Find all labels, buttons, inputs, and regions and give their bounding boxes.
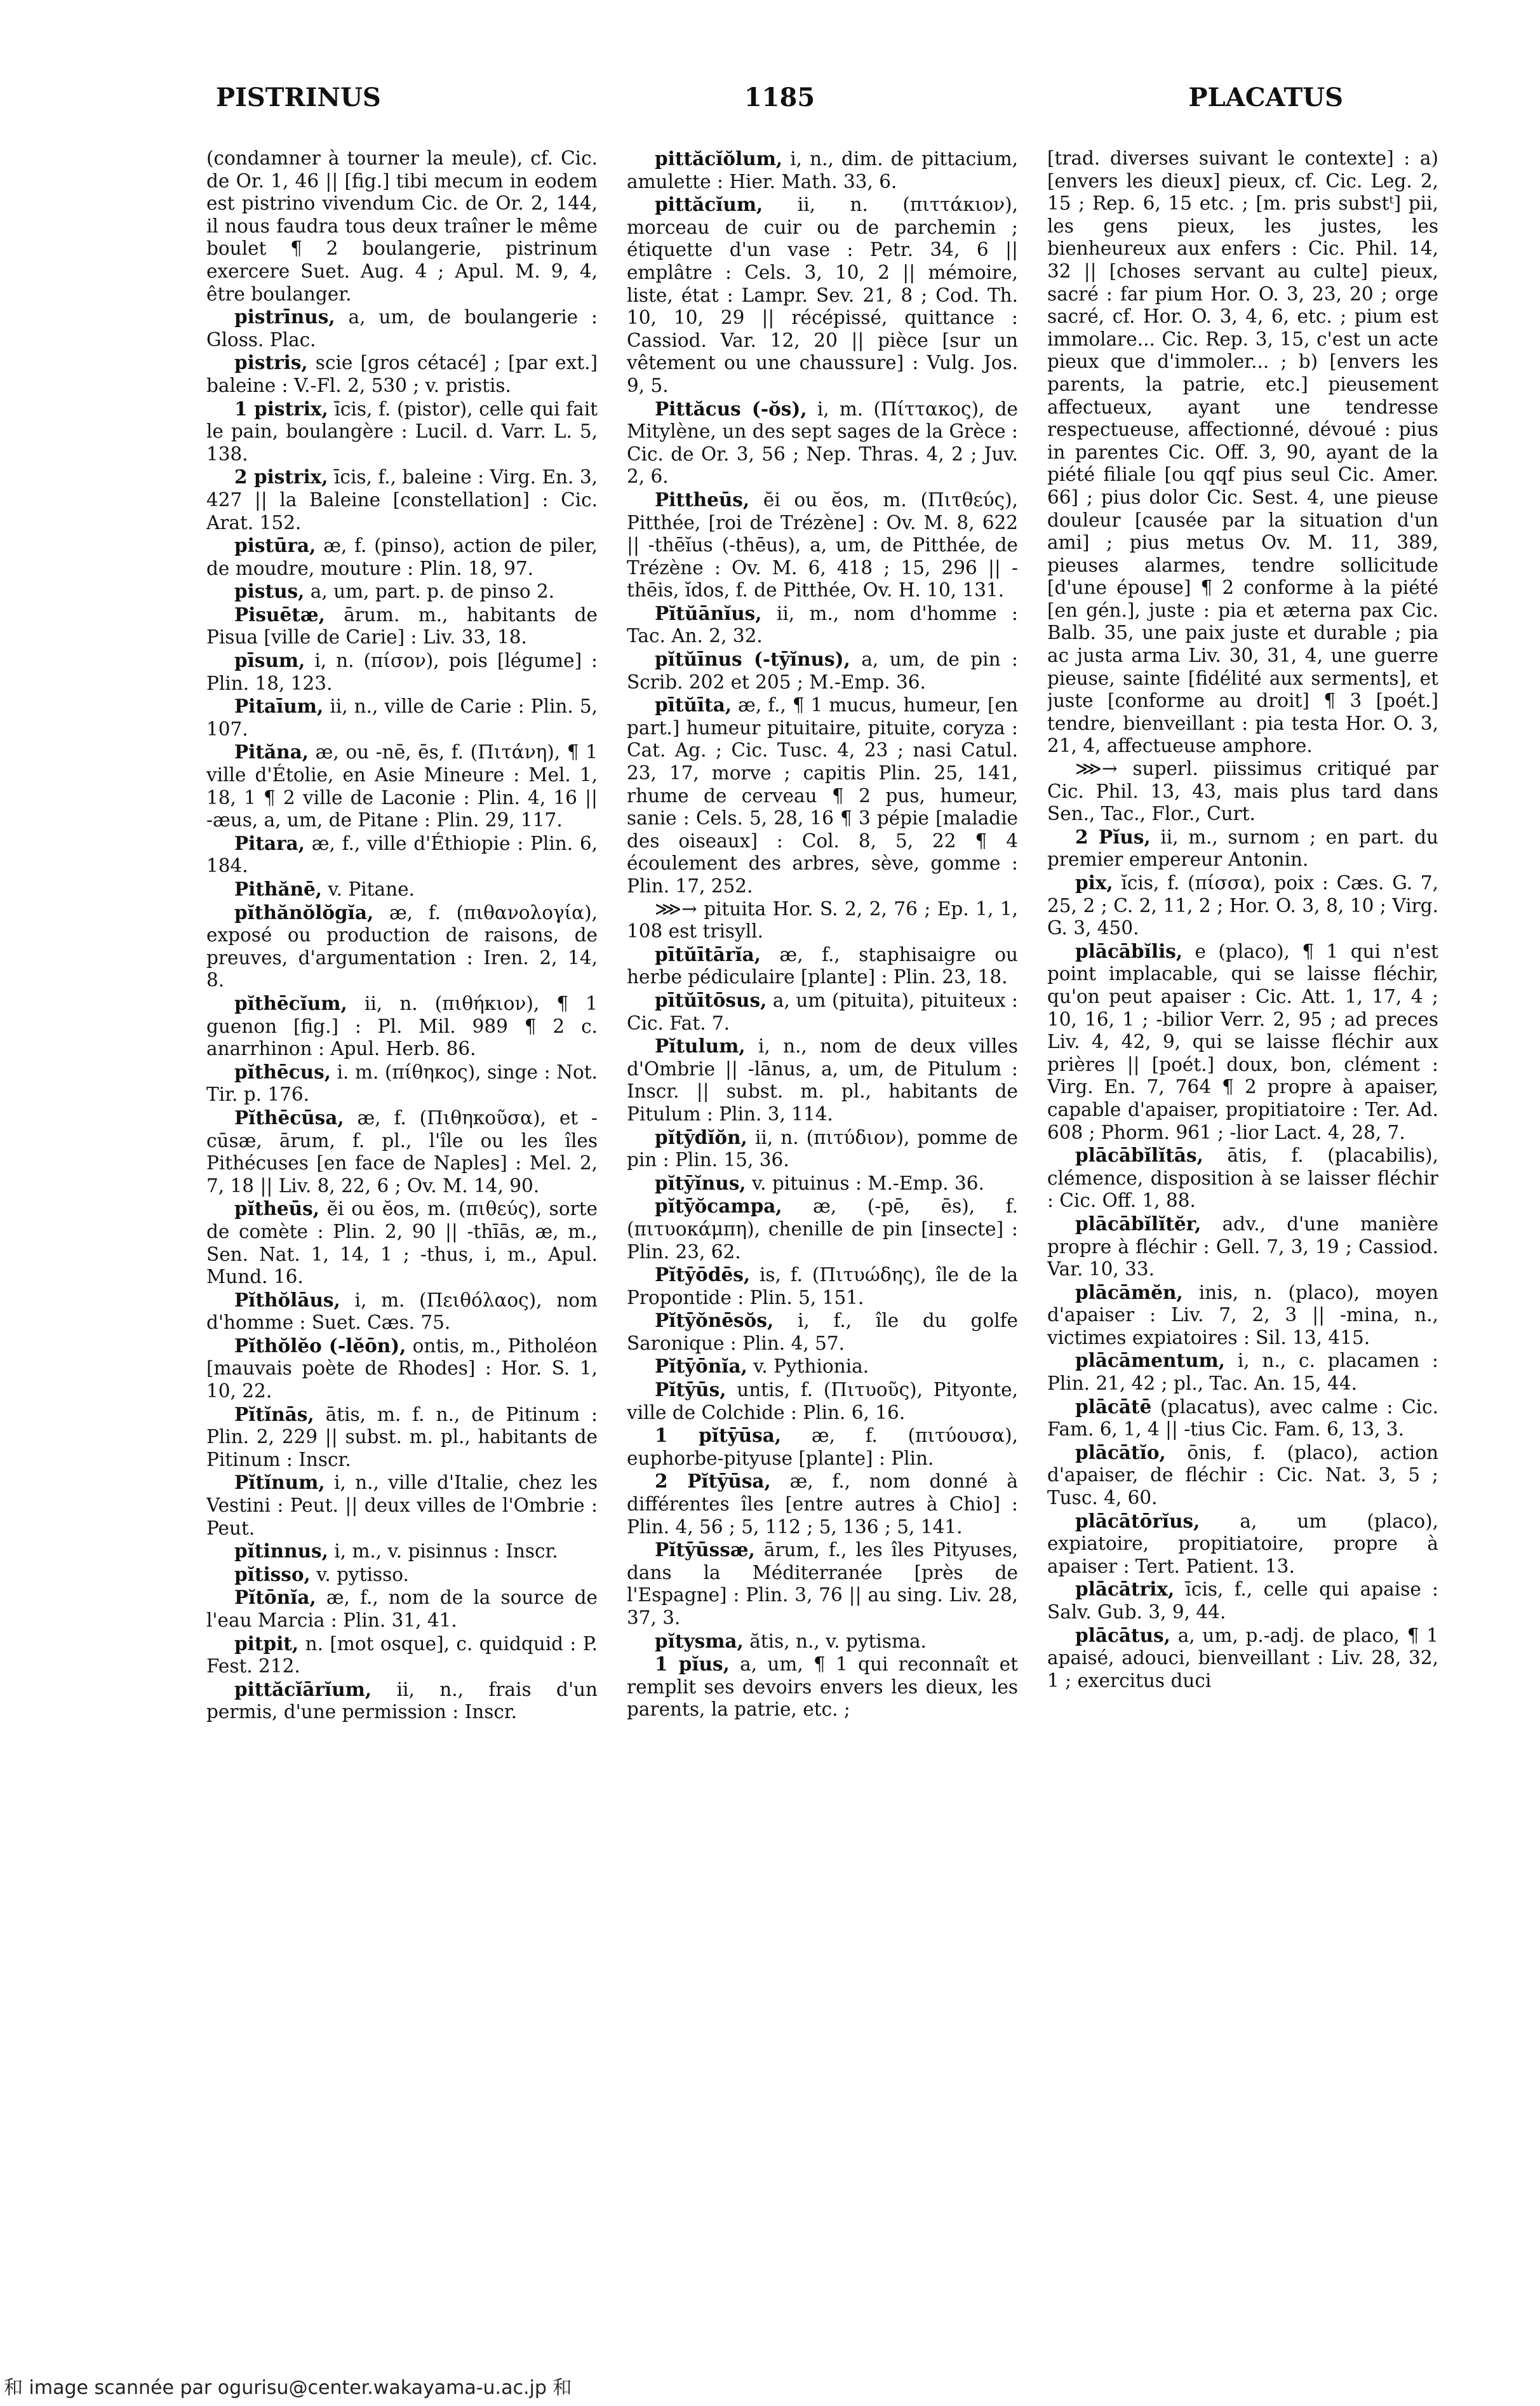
entry-headword: plācātē xyxy=(1075,1395,1152,1418)
entry-headword: 1 pĭtȳūsa, xyxy=(655,1424,782,1447)
dictionary-entry xyxy=(206,306,598,351)
dictionary-entry xyxy=(627,1172,1018,1195)
entry-headword: pīsum, xyxy=(234,649,305,672)
entry-headword: pītŭītōsus, xyxy=(655,988,767,1011)
page-number: 1185 xyxy=(744,83,815,112)
entry-text: a, um (pituita), pituiteux : Cic. Fat. 7. xyxy=(627,989,1018,1034)
dictionary-entry xyxy=(206,741,598,831)
dictionary-entry xyxy=(627,1630,1018,1653)
scan-credit: 和 image scannée par ogurisu@center.wakayama-u.ac.jp 和 xyxy=(4,2377,572,2399)
dictionary-entry xyxy=(206,1678,598,1724)
entry-headword: Pĭtȳŏnēsŏs, xyxy=(655,1309,774,1332)
entry-text: v. Pitane. xyxy=(322,878,415,900)
dictionary-entry xyxy=(627,898,1018,943)
dictionary-entry xyxy=(206,1289,598,1334)
dictionary-entry xyxy=(1047,1395,1438,1441)
entry-text: æ, f., ¶ 1 mucus, humeur, [en part.] humeur pituitaire, pituite, coryza : Cat. Ag. ; Cic. Tusc. 4, 23 ; nasi Catul. 23, 17, morve ; capitis Plin. 25, 141, rhume de cerveau ¶ 2 pus, humeur, sanie : Cels. 5, 28, 16 ¶ 3 pépie [maladie des oiseaux] : Col. 8, 5, 22 ¶ 4 écoulement des arbres, sève, gomme : Plin. 17, 252. xyxy=(627,694,1018,897)
dictionary-entry xyxy=(206,1061,598,1106)
dictionary-entry xyxy=(206,1632,598,1678)
entry-headword: Pĭtȳōnĭa, xyxy=(655,1355,747,1378)
entry-headword: Pĭtĭnum, xyxy=(234,1471,325,1494)
entry-text: ātis, m. f. n., de Pitinum : Plin. 2, 229 || subst. m. pl., habitants de Pitinum : Inscr. xyxy=(206,1403,598,1470)
entry-headword: 1 pĭus, xyxy=(655,1653,730,1676)
entry-headword: pĭtheūs, xyxy=(234,1197,320,1220)
entry-text: æ, (-pē, ēs), f. (πιτυοκάμπη), chenille de pin [insecte] : Plin. 23, 62. xyxy=(627,1195,1018,1263)
entry-headword: Pĭtulum, xyxy=(655,1035,746,1058)
dictionary-entry xyxy=(627,1195,1018,1263)
entry-headword: Pithănē, xyxy=(234,878,323,900)
dictionary-entry xyxy=(206,832,598,878)
running-header xyxy=(216,83,1343,127)
entry-text: n. [mot osque], c. quidquid : P. Fest. 212. xyxy=(206,1632,598,1677)
entry-text: (placatus), avec calme : Cic. Fam. 6, 1, 4 || -tius Cic. Fam. 6, 13, 3. xyxy=(1047,1395,1438,1441)
entry-headword: pĭtisso, xyxy=(234,1563,311,1585)
dictionary-entry xyxy=(627,1355,1018,1378)
column-2 xyxy=(627,147,1018,2301)
entry-headword: plācāmĕn, xyxy=(1075,1280,1183,1303)
entry-text: v. pituinus : M.-Emp. 36. xyxy=(746,1172,984,1194)
entry-text: a, um, part. p. de pinso 2. xyxy=(304,581,555,603)
dictionary-entry xyxy=(206,147,598,306)
dictionary-entry xyxy=(206,603,598,649)
entry-headword: plācātōrĭus, xyxy=(1075,1509,1200,1532)
entry-text: ii, n., ville de Carie : Plin. 5, 107. xyxy=(206,696,598,740)
dictionary-entry xyxy=(627,398,1018,488)
dictionary-entry xyxy=(627,694,1018,897)
dictionary-entry xyxy=(1047,1213,1438,1281)
entry-headword: pistrīnus, xyxy=(234,306,335,328)
entry-text: i, n. (πίσον), pois [légume] : Plin. 18, 123. xyxy=(206,650,598,694)
dictionary-entry xyxy=(627,147,1018,193)
entry-text: ontis, m., Pitholéon [mauvais poète de Rhodes] : Hor. S. 1, 10, 22. xyxy=(206,1334,598,1402)
dictionary-entry xyxy=(1047,147,1438,758)
dictionary-entry xyxy=(206,1106,598,1197)
dictionary-entry xyxy=(206,1563,598,1587)
entry-headword: Pĭtōnĭa, xyxy=(234,1586,316,1609)
entry-headword: pistūra, xyxy=(234,534,316,557)
entry-headword: pittăcĭārĭum, xyxy=(234,1677,372,1700)
entry-text: ii, n. (πιτύδιον), pomme de pin : Plin. 15, 36. xyxy=(627,1126,1018,1171)
entry-text: æ, ou -nē, ēs, f. (Πιτάνη), ¶ 1 ville d'Étolie, en Asie Mineure : Mel. 1, 18, 1 ¶ 2 ville de Laconie : Plin. 4, 16 || -æus, a, um, de Pitane : Plin. 29, 117. xyxy=(206,741,598,831)
entry-headword: Pĭtȳūssæ, xyxy=(655,1538,755,1561)
entry-headword: Pisuētæ, xyxy=(234,603,325,626)
entry-headword: pĭthēcĭum, xyxy=(234,991,347,1014)
entry-text: i, m. (Πίττακος), de Mitylène, un des sept sages de la Grèce : Cic. de Or. 3, 56 ; Nep. Thras. 4, 2 ; Juv. 2, 6. xyxy=(627,398,1018,488)
entry-headword: pĭthēcus, xyxy=(234,1060,331,1083)
entry-text: ⋙→ superl. piissimus critiqué par Cic. Phil. 13, 43, mais plus tard dans Sen., Tac., Flor., Curt. xyxy=(1047,758,1438,825)
entry-headword: Pĭtȳōdēs, xyxy=(655,1263,751,1286)
entry-text: æ, f., ville d'Éthiopie : Plin. 6, 184. xyxy=(206,832,598,877)
entry-headword: Pitaīum, xyxy=(234,695,324,718)
entry-headword: Pittheūs, xyxy=(655,488,750,511)
dictionary-entry xyxy=(206,580,598,603)
header-left-guideword: PISTRINUS xyxy=(216,83,381,112)
entry-text: a, um, de boulangerie : Gloss. Plac. xyxy=(206,306,598,351)
dictionary-entry xyxy=(206,466,598,534)
entry-headword: pĭtysma, xyxy=(655,1629,744,1652)
entry-text: (condamner à tourner la meule), cf. Cic. de Or. 1, 46 || [fig.] tibi mecum in eodem est pistrino vivendum Cic. de Or. 2, 144, il nous faudra tous deux traîner le même boulet ¶ 2 boulangerie, pistrinum exercere Suet. Aug. 4 ; Apul. M. 9, 4, être boulanger. xyxy=(206,147,598,305)
entry-headword: plācātus, xyxy=(1075,1623,1170,1646)
entry-text: æ, f. (Πιθηκοῦσα), et -cūsæ, ārum, f. pl., l'île ou les îles Pithécuses [en face de Naples] : Mel. 2, 7, 18 || Liv. 8, 22, 6 ; Ov. M. 14, 90. xyxy=(206,1106,598,1197)
dictionary-entry xyxy=(1047,826,1438,871)
entry-text: ii, m., nom d'homme : Tac. An. 2, 32. xyxy=(627,602,1018,647)
entry-headword: Pitara, xyxy=(234,831,305,854)
entry-text: e (placo), ¶ 1 qui n'est point implacable, qui se laisse fléchir, qu'on peut apaiser : Cic. Att. 1, 17, 4 ; 10, 16, 1 ; -bilior Verr. 2, 95 ; ad preces Liv. 4, 42, 9, qui se laisse fléchir aux prières || [poét.] doux, bon, clément : Virg. En. 7, 764 ¶ 2 propre à apaiser, capable d'apaiser, propitiatoire : Ter. Ad. 608 ; Phorm. 961 ; -lior Lact. 4, 28, 7. xyxy=(1047,940,1438,1143)
entry-text: a, um, p.-adj. de placo, ¶ 1 apaisé, adouci, bienveillant : Liv. 28, 32, 1 ; exercitus duci xyxy=(1047,1624,1438,1691)
entry-text: ĭcis, f. (πίσσα), poix : Cæs. G. 7, 25, 2 ; C. 2, 11, 2 ; Hor. O. 3, 8, 10 ; Virg. G. 3, 450. xyxy=(1047,872,1438,939)
dictionary-entry xyxy=(627,989,1018,1035)
entry-headword: plācābĭlis, xyxy=(1075,939,1183,962)
entry-text: ii, n., frais d'un permis, d'une permission : Inscr. xyxy=(206,1678,598,1723)
entry-text: v. Pythionia. xyxy=(747,1355,869,1378)
entry-headword: Pĭthēcūsa, xyxy=(234,1106,344,1129)
entry-headword: Pĭtȳūs, xyxy=(655,1378,726,1401)
header-right-guideword: PLACATUS xyxy=(1188,83,1343,112)
entry-text: ii, m., surnom ; en part. du premier empereur Antonin. xyxy=(1047,826,1438,871)
entry-text: ōnis, f. (placo), action d'apaiser, de fléchir : Cic. Nat. 3, 5 ; Tusc. 4, 60. xyxy=(1047,1441,1438,1509)
dictionary-entry xyxy=(206,534,598,580)
dictionary-entry xyxy=(206,992,598,1061)
dictionary-entry xyxy=(627,943,1018,989)
dictionary-entry xyxy=(627,1538,1018,1629)
entry-text: [trad. diverses suivant le contexte] : a) [envers les dieux] pieux, cf. Cic. Leg. 2, 15 ; Rep. 6, 15 etc. ; [m. pris substᵗ] pii, les gens pieux, les justes, les bienheureux aux enfers : Cic. Phil. 14, 32 || [choses servant au culte] pieux, sacré : far pium Hor. O. 3, 23, 20 ; orge sacré, cf. Hor. O. 3, 4, 6, etc. ; pium est immolare... Cic. Rep. 3, 15, c'est un acte pieux que d'immoler... ; b) [envers les parents, la patrie, etc.] pieusement affectueux, ayant une tendresse respectueuse, affectionné, dévoué : pius in parentes Cic. Off. 3, 90, ayant de la piété filiale [ou qqf pius seul Cic. Amer. 66] ; pius dolor Cic. Sest. 4, une pieuse douleur [causée par la situation d'un ami] ; pius metus Ov. M. 11, 389, pieuses alarmes, tendre sollicitude [d'une épouse] ¶ 2 conforme à la piété [en gén.], juste : pia et æterna pax Cic. Balb. 35, une paix juste et durable ; pia ac justa arma Liv. 30, 31, 4, une guerre pieuse, sainte [fidélité aux serments], et juste [conforme au droit] ¶ 3 [poét.] tendre, bienveillant : pia testa Hor. O. 3, 21, 4, affectueuse amphore. xyxy=(1047,147,1438,757)
entry-text: æ, f., staphisaigre ou herbe pédiculaire [plante] : Plin. 23, 18. xyxy=(627,943,1018,988)
entry-text: æ, f., nom de la source de l'eau Marcia : Plin. 31, 41. xyxy=(206,1587,598,1631)
entry-text: i, n., c. placamen : Plin. 21, 42 ; pl., Tac. An. 15, 44. xyxy=(1047,1350,1438,1395)
entry-text: ĕi ou ĕos, m. (Πιτθεύς), Pitthée, [roi de Trézène] : Ov. M. 8, 622 || -thēĭus (-thēus), a, um, de Pitthée, de Trézène : Ov. M. 6, 418 ; 15, 296 || -thēis, ĭdos, f. de Pitthée, Ov. H. 10, 131. xyxy=(627,488,1018,602)
entry-headword: pĭthănŏlŏgĭa, xyxy=(234,901,374,924)
entry-headword: Pittăcus (-ŏs), xyxy=(655,397,807,420)
entry-text: inis, n. (placo), moyen d'apaiser : Liv. 7, 2, 3 || -mina, n., victimes expiatoires : Sil. 13, 415. xyxy=(1047,1281,1438,1348)
column-3 xyxy=(1047,147,1438,2301)
entry-headword: plācātĭo, xyxy=(1075,1441,1166,1463)
entry-text: æ, f. (πιθανολογία), exposé ou production de raisons, de preuves, d'argumentation : Iren. 2, 14, 8. xyxy=(206,901,598,991)
entry-headword: pitpit, xyxy=(234,1632,299,1655)
entry-headword: 1 pistrix, xyxy=(234,397,328,420)
dictionary-entry xyxy=(627,1309,1018,1355)
entry-headword: plācābĭlĭtĕr, xyxy=(1075,1212,1202,1235)
dictionary-entry xyxy=(1047,758,1438,826)
dictionary-entry xyxy=(1047,1510,1438,1578)
dictionary-entry xyxy=(206,695,598,741)
entry-headword: plācātrix, xyxy=(1075,1578,1175,1601)
dictionary-entry xyxy=(206,1540,598,1563)
entry-headword: pĭtȳdĭŏn, xyxy=(655,1126,747,1148)
dictionary-entry xyxy=(627,1653,1018,1721)
entry-text: i, n., nom de deux villes d'Ombrie || -lānus, a, um, de Pitulum : Inscr. || subst. m. pl., habitants de Pitulum : Plin. 3, 114. xyxy=(627,1035,1018,1125)
dictionary-entry xyxy=(1047,1441,1438,1510)
dictionary-entry xyxy=(206,1403,598,1472)
entry-text: a, um, de pin : Scrib. 202 et 205 ; M.-Emp. 36. xyxy=(627,649,1018,693)
dictionary-entry xyxy=(627,1378,1018,1424)
dictionary-entry xyxy=(1047,1578,1438,1623)
column-1 xyxy=(206,147,598,2301)
entry-text: i. m. (πίθηκος), singe : Not. Tir. p. 176. xyxy=(206,1061,598,1106)
entry-text: īcis, f. (pistor), celle qui fait le pain, boulangère : Lucil. d. Varr. L. 5, 138. xyxy=(206,398,598,465)
entry-headword: pittăcĭŏlum, xyxy=(655,147,783,170)
dictionary-entry xyxy=(627,648,1018,694)
entry-headword: plācāmentum, xyxy=(1075,1349,1226,1372)
entry-text: ĕi ou ĕos, m. (πιθεύς), sorte de comète : Plin. 2, 90 || -thīās, æ, m., Sen. Nat. 1, 14, 1 ; -thus, i, m., Apul. Mund. 16. xyxy=(206,1198,598,1288)
entry-text: i, m. (Πειθόλαος), nom d'homme : Suet. Cæs. 75. xyxy=(206,1289,598,1334)
dictionary-entry xyxy=(206,1334,598,1403)
dictionary-entry xyxy=(627,1035,1018,1126)
entry-text: īcis, f., baleine : Virg. En. 3, 427 || la Baleine [constellation] : Cic. Arat. 152. xyxy=(206,466,598,534)
dictionary-entry xyxy=(1047,1624,1438,1693)
entry-text: i, n., ville d'Italie, chez les Vestini : Peut. || deux villes de l'Ombrie : Peut. xyxy=(206,1472,598,1539)
dictionary-entry xyxy=(1047,940,1438,1144)
dictionary-entry xyxy=(627,602,1018,648)
dictionary-entry xyxy=(627,488,1018,602)
entry-text: scie [gros cétacé] ; [par ext.] baleine : V.-Fl. 2, 530 ; v. pristis. xyxy=(206,352,598,396)
dictionary-entry xyxy=(627,193,1018,397)
dictionary-entry xyxy=(1047,871,1438,940)
entry-text: untis, f. (Πιτυοῦς), Pityonte, ville de Colchide : Plin. 6, 16. xyxy=(627,1379,1018,1423)
dictionary-entry xyxy=(206,878,598,901)
entry-text: æ, f., nom donné à différentes îles [entre autres à Chio] : Plin. 4, 56 ; 5, 112 ; 5, 136 ; 5, 141. xyxy=(627,1470,1018,1538)
dictionary-entry xyxy=(627,1424,1018,1470)
dictionary-entry xyxy=(627,1126,1018,1172)
entry-text: is, f. (Πιτυώδης), île de la Propontide : Plin. 5, 151. xyxy=(627,1264,1018,1308)
dictionary-entry xyxy=(1047,1144,1438,1213)
entry-text: ātis, f. (placabilis), clémence, disposition à se laisser fléchir : Cic. Off. 1, 88. xyxy=(1047,1145,1438,1212)
dictionary-entry xyxy=(206,1471,598,1540)
entry-text: i, f., île du golfe Saronique : Plin. 4, 57. xyxy=(627,1310,1018,1354)
dictionary-entry xyxy=(206,398,598,466)
entry-headword: pix, xyxy=(1075,871,1113,894)
entry-text: a, um, ¶ 1 qui reconnaît et remplit ses devoirs envers les dieux, les parents, la patrie, etc. ; xyxy=(627,1653,1018,1721)
entry-text: ārum, f., les îles Pityuses, dans la Méditerranée [près de l'Espagne] : Plin. 3, 76 || au sing. Liv. 28, 37, 3. xyxy=(627,1539,1018,1629)
entry-headword: pĭtȳŏcampa, xyxy=(655,1195,782,1218)
entry-text: æ, f. (πιτύουσα), euphorbe-pityuse [plante] : Plin. xyxy=(627,1425,1018,1469)
entry-headword: Pităna, xyxy=(234,741,309,763)
dictionary-entry xyxy=(206,901,598,992)
entry-headword: pistus, xyxy=(234,580,305,603)
entry-text: īcis, f., celle qui apaise : Salv. Gub. 3, 9, 44. xyxy=(1047,1578,1438,1623)
entry-text: v. pytisso. xyxy=(310,1563,409,1585)
dictionary-entry xyxy=(1047,1281,1438,1350)
entry-headword: 2 Pĭtȳūsa, xyxy=(655,1470,771,1493)
entry-headword: pĭtȳĭnus, xyxy=(655,1171,746,1194)
entry-headword: pĭtŭīnus (-tȳĭnus), xyxy=(655,648,850,671)
entry-headword: pītŭītārĭa, xyxy=(655,943,761,965)
entry-text: i, n., dim. de pittacium, amulette : Hier. Math. 33, 6. xyxy=(627,148,1018,192)
entry-text: i, m., v. pisinnus : Inscr. xyxy=(328,1540,558,1563)
dictionary-entry xyxy=(206,649,598,695)
entry-text: ii, n. (πιθήκιον), ¶ 1 guenon [fig.] : Pl. Mil. 989 ¶ 2 c. anarrhinon : Apul. Herb. 86. xyxy=(206,992,598,1060)
entry-text: a, um (placo), expiatoire, propitiatoire, propre à apaiser : Tert. Patient. 13. xyxy=(1047,1510,1438,1577)
entry-headword: pistris, xyxy=(234,351,308,374)
entry-text: ⋙→ pituita Hor. S. 2, 2, 76 ; Ep. 1, 1, 108 est trisyll. xyxy=(627,897,1018,943)
dictionary-entry xyxy=(206,1197,598,1288)
entry-headword: Pĭthŏlĕo (-lĕōn), xyxy=(234,1334,406,1357)
entry-text: æ, f. (pinso), action de piler, de moudre, mouture : Plin. 18, 97. xyxy=(206,535,598,579)
entry-headword: Pĭthŏlāus, xyxy=(234,1288,340,1311)
entry-headword: 2 Pĭus, xyxy=(1075,825,1151,848)
entry-headword: pĭtinnus, xyxy=(234,1540,328,1563)
entry-headword: pittăcĭum, xyxy=(655,193,763,216)
entry-headword: 2 pistrix, xyxy=(234,466,328,488)
entry-headword: pītŭīta, xyxy=(655,694,732,716)
dictionary-entry xyxy=(206,1586,598,1632)
dictionary-entry xyxy=(627,1470,1018,1538)
entry-text: adv., d'une manière propre à fléchir : Gell. 7, 3, 19 ; Cassiod. Var. 10, 33. xyxy=(1047,1213,1438,1280)
dictionary-entry xyxy=(627,1263,1018,1309)
entry-text: ătis, n., v. pytisma. xyxy=(743,1630,927,1652)
entry-text: ii, n. (πιττάκιον), morceau de cuir ou de parchemin ; étiquette d'un vase : Petr. 34, 6 || emplâtre : Cels. 3, 10, 2 || mémoire, liste, état : Lampr. Sev. 21, 8 ; Cod. Th. 10, 10, 29 || récépissé, quittance : Cassiod. Var. 12, 20 || pièce [sur un vêtement ou une chaussure] : Vulg. Jos. 9, 5. xyxy=(627,194,1018,396)
dictionary-columns xyxy=(206,147,1438,2301)
entry-text: ārum. m., habitants de Pisua [ville de Carie] : Liv. 33, 18. xyxy=(206,603,598,649)
entry-headword: plācābĭlĭtās, xyxy=(1075,1144,1203,1167)
entry-headword: Pĭtĭnās, xyxy=(234,1402,314,1425)
dictionary-entry xyxy=(206,351,598,397)
entry-headword: Pĭtŭānĭus, xyxy=(655,602,762,624)
dictionary-entry xyxy=(1047,1349,1438,1395)
